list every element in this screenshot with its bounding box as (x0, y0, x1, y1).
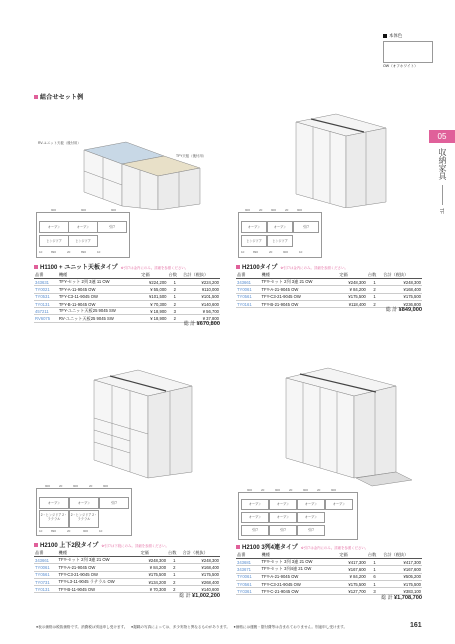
product-name: TFY-セット 2列 3連 11 OW (58, 279, 140, 286)
plan-diagram-3 (36, 484, 132, 536)
table-row (236, 559, 422, 566)
col-header: 品番 (34, 272, 58, 279)
quantity: 1 (367, 580, 382, 587)
unit-price: ¥ 70,300 (140, 300, 167, 307)
product-code: TY0131 (34, 586, 58, 593)
dim-label: 20 (289, 488, 293, 492)
product-code: RV6075 (34, 315, 58, 322)
col-header: 台数 (167, 550, 182, 557)
col-header: 品番 (34, 550, 58, 557)
subtotal: ¥168,400 (382, 286, 422, 293)
table-marker-icon (236, 545, 240, 549)
unit-price: ¥ 18,900 (140, 308, 167, 315)
total-label: 総 計 (183, 321, 196, 327)
cabinet-illustration-4 (236, 360, 426, 488)
dim-label: 900 (51, 208, 57, 212)
table-2-note: ※引戸は金内にのみ。詳細を参照ください。 (280, 266, 348, 270)
quantity: 1 (367, 279, 382, 286)
subtotal: ¥175,500 (382, 580, 422, 587)
product-name: TFY-A-11-9045 OW (58, 286, 140, 293)
subtotal: ¥140,600 (182, 300, 220, 307)
col-header: 台数 (367, 552, 382, 559)
quantity: 1 (167, 571, 182, 578)
product-code: 343671 (236, 566, 260, 573)
plan-cell: オープン (325, 499, 353, 510)
col-header: 合計（税抜） (182, 550, 220, 557)
plan-cell: ヒンジドア (68, 235, 98, 247)
product-code: 343631 (34, 279, 58, 286)
subtotal: ¥383,100 (382, 588, 422, 595)
subtotal: ¥ 37,800 (182, 315, 220, 322)
unit-price: ¥175,500 (338, 580, 367, 587)
plan-cell: オープン (68, 221, 98, 233)
total-label: 総 計 (381, 595, 393, 601)
product-name: TFY-セット 3列 3連 21 OW (260, 559, 338, 566)
quantity: 2 (367, 300, 382, 307)
table-row (34, 571, 220, 578)
product-code: 343681 (236, 559, 260, 566)
table-3-total (120, 592, 220, 599)
table-3-title (34, 540, 169, 549)
table-2-title (236, 262, 348, 271)
plan-cell: 2・ヒンジドア 2・ラテラル (69, 510, 99, 528)
dim-label: 20 (89, 484, 93, 488)
quantity: 1 (168, 279, 183, 286)
unit-price: ¥175,500 (338, 293, 367, 300)
product-name: TFY-A-21-9045 OW (58, 564, 140, 571)
unit-price: ¥248,300 (140, 557, 167, 564)
dim-label: 900 (303, 488, 309, 492)
dim-label: 20 (67, 529, 71, 533)
plan-diagram-2 (238, 208, 322, 258)
unit-price: ¥248,300 (338, 279, 367, 286)
table-row (236, 566, 422, 573)
page-number: 161 (410, 622, 422, 629)
dim-label: 890 (51, 529, 57, 533)
unit-price: ¥ 18,900 (140, 315, 167, 322)
unit-price: ¥ 70,300 (140, 586, 167, 593)
cabinet-illustration-2 (236, 108, 426, 208)
dim-label: 900 (73, 484, 79, 488)
plan-cell: ヒンジドア (267, 235, 293, 247)
product-name: TFY-セット 2列 3連 21 OW (58, 557, 140, 564)
subtotal: ¥168,400 (182, 564, 220, 571)
product-name: TFY-C-21-9045 OW (260, 588, 338, 595)
product-code: TY0531 (34, 293, 58, 300)
col-header: 定価 (338, 552, 367, 559)
chapter-divider (442, 185, 443, 205)
product-code: TY0131 (34, 300, 58, 307)
table-row (34, 564, 220, 571)
subtotal: ¥505,200 (382, 573, 422, 580)
dim-label: 900 (297, 208, 303, 212)
table-row (236, 293, 422, 300)
product-code: TY0161 (236, 300, 260, 307)
dim-label: 900 (103, 484, 109, 488)
subtotal: ¥175,500 (382, 293, 422, 300)
product-name: TFY-ユニット天板25 9045 SW (58, 308, 140, 315)
quantity: 1 (367, 293, 382, 300)
col-header: 合計（税抜） (382, 272, 422, 279)
table-row (34, 286, 220, 293)
quantity: 2 (167, 586, 182, 593)
table-marker-icon (34, 543, 38, 547)
callout-unit-top: RV-ユニット天板（後付用） (38, 141, 81, 145)
color-sample-box (383, 41, 433, 63)
table-1-total (120, 320, 220, 327)
unit-price: ¥167,600 (338, 566, 367, 573)
quantity: 2 (168, 286, 183, 293)
table-1-note: ※引戸は金内にのみ。詳細を参照ください。 (120, 266, 189, 270)
plan-cell: オープン (297, 499, 325, 510)
unit-price: ¥134,200 (140, 578, 167, 585)
col-header: 機種 (58, 272, 140, 279)
product-table-2 (236, 272, 422, 308)
total-label: 総 計 (385, 307, 398, 313)
dim-label: 900 (247, 488, 253, 492)
subtotal: ¥101,500 (182, 293, 220, 300)
plan-cell: 引戸 (97, 221, 127, 233)
product-name: TFY-C3-21-9045 OW (260, 580, 338, 587)
plan-cell: 引戸 (99, 497, 129, 509)
table-row (236, 279, 422, 286)
product-code: TY0061 (34, 564, 58, 571)
total-value: ¥1,002,200 (192, 593, 220, 599)
table-1-title (34, 262, 188, 271)
plan-cell: 引戸 (293, 221, 319, 233)
color-code: OW（オフホワイト） (383, 64, 418, 68)
dim-label: 20 (285, 208, 289, 212)
product-code: TY0731 (34, 578, 58, 585)
table-4-note: ※引戸は金内にのみ。詳細を参照ください。 (300, 546, 369, 550)
chapter-tab: 05 (429, 130, 455, 143)
plan-cell: オープン (39, 497, 69, 509)
table-3-note: ※引戸は下段にのみ。詳細を参照ください。 (101, 544, 169, 548)
col-header: 合計（税抜） (182, 272, 220, 279)
subtotal: ¥248,300 (182, 557, 220, 564)
subtotal: ¥110,000 (182, 286, 220, 293)
quantity: 1 (168, 293, 183, 300)
col-header: 定価 (140, 272, 167, 279)
dim-label: 10 (39, 250, 43, 254)
unit-price: ¥118,400 (338, 300, 367, 307)
plan-diagram-1 (36, 208, 130, 258)
product-table-4 (236, 552, 422, 595)
total-value: ¥849,000 (398, 307, 422, 313)
dim-label: 900 (83, 529, 89, 533)
product-name: TFY-C3-11-9045 OW (58, 293, 140, 300)
subtotal: ¥224,200 (182, 279, 220, 286)
quantity: 1 (367, 566, 382, 573)
dim-label: 890 (51, 250, 57, 254)
dim-label: 900 (245, 208, 251, 212)
product-code: TY0061 (236, 286, 260, 293)
product-name: RV-ユニット天板25 9045 SW (58, 315, 140, 322)
plan-diagram-4 (238, 488, 358, 540)
table-row (34, 578, 220, 585)
product-code: TY0561 (236, 580, 260, 587)
col-header: 機種 (260, 272, 338, 279)
quantity: 2 (168, 315, 183, 322)
unit-price: ¥ 84,200 (140, 564, 167, 571)
color-swatch-icon (383, 34, 387, 38)
product-name: TFY-B-21-9045 OW (260, 300, 338, 307)
table-marker-icon (34, 265, 38, 269)
plan-cell: オープン (69, 497, 99, 509)
product-name: TFY-B-11-9045 OW (58, 586, 140, 593)
product-name: TFY-A-21-9045 OW (260, 573, 338, 580)
section-title (34, 92, 83, 101)
dim-label: 900 (111, 208, 117, 212)
total-value: ¥670,800 (196, 321, 220, 327)
dim-label: 900 (275, 488, 281, 492)
table-row (236, 286, 422, 293)
section-marker-icon (34, 95, 38, 99)
product-code: TY0561 (236, 293, 260, 300)
plan-cell: オープン (269, 512, 297, 523)
col-header: 合計（税抜） (382, 552, 422, 559)
quantity: 3 (168, 308, 183, 315)
quantity: 2 (168, 300, 183, 307)
unit-price: ¥175,500 (140, 571, 167, 578)
dim-label: 900 (45, 484, 51, 488)
table-4-total (322, 594, 422, 601)
dim-label: 890 (81, 250, 87, 254)
subtotal: ¥248,300 (382, 279, 422, 286)
callout-tfy-top: TFY天板（後付用） (176, 154, 207, 158)
table-row (34, 557, 220, 564)
product-code: 457211 (34, 308, 58, 315)
quantity: 1 (367, 559, 382, 566)
product-name: TFY-A-21-9045 OW (260, 286, 338, 293)
product-name: TFY-C3-21-9045 OW (58, 571, 140, 578)
product-name: TFY-セット 3列4連 21 OW (260, 566, 338, 573)
dim-label: 900 (331, 488, 337, 492)
quantity: 2 (367, 286, 382, 293)
chapter-title-1: 収納家具 (438, 148, 447, 180)
unit-price: ¥127,700 (338, 588, 367, 595)
product-code: TY0361 (236, 588, 260, 595)
subtotal: ¥236,800 (382, 300, 422, 307)
unit-price: ¥ 84,200 (338, 573, 367, 580)
total-label: 総 計 (179, 593, 191, 599)
product-code: 343661 (34, 557, 58, 564)
product-code: TY0561 (34, 571, 58, 578)
dim-label: 20 (259, 208, 263, 212)
table-2-total (322, 306, 422, 313)
table-2-title-text: H2100タイプ (242, 265, 278, 271)
table-1-title-text: H1100 + ユニット天板タイプ (40, 265, 118, 271)
cabinet-illustration-3 (34, 360, 224, 484)
color-legend (383, 33, 402, 38)
table-row (34, 300, 220, 307)
dim-label: 890 (253, 250, 259, 254)
dim-label: 900 (271, 208, 277, 212)
unit-price: ¥101,500 (140, 293, 167, 300)
plan-cell: オープン (241, 221, 267, 233)
table-row (34, 279, 220, 286)
col-header: 定価 (338, 272, 367, 279)
plan-cell: 引戸 (297, 525, 325, 536)
unit-price: ¥417,300 (338, 559, 367, 566)
subtotal: ¥140,600 (182, 586, 220, 593)
product-name: TFY-L3-11-9045 ラテラル OW (58, 578, 140, 585)
plan-cell: オープン (297, 512, 325, 523)
dim-label: 10 (39, 529, 43, 533)
quantity: 1 (167, 557, 182, 564)
subtotal: ¥167,600 (382, 566, 422, 573)
product-code: 343661 (236, 279, 260, 286)
quantity: 2 (167, 564, 182, 571)
dim-label: 20 (261, 488, 265, 492)
dim-label: 20 (67, 250, 71, 254)
quantity: 6 (367, 573, 382, 580)
subtotal: ¥417,300 (382, 559, 422, 566)
col-header: 定価 (140, 550, 167, 557)
subtotal: ¥ 56,700 (182, 308, 220, 315)
plan-cell: オープン (269, 499, 297, 510)
quantity: 2 (167, 578, 182, 585)
product-name: TFY-C3-21-9045 OW (260, 293, 338, 300)
plan-cell: オープン (267, 221, 293, 233)
plan-cell: ヒンジドア (241, 235, 267, 247)
table-4-title-text: H2100 3列4連タイプ (242, 545, 298, 551)
col-header: 機種 (260, 552, 338, 559)
product-code: TY0021 (34, 286, 58, 293)
dim-label: 900 (81, 208, 87, 212)
plan-cell: 引戸 (241, 525, 269, 536)
plan-cell: オープン (241, 499, 269, 510)
dim-label: 10 (241, 250, 245, 254)
subtotal: ¥268,400 (182, 578, 220, 585)
plan-cell: 引戸 (269, 525, 297, 536)
col-header: 台数 (367, 272, 382, 279)
col-header: 台数 (168, 272, 183, 279)
subtotal: ¥175,500 (182, 571, 220, 578)
chapter-title-vertical (436, 148, 448, 180)
table-row (236, 573, 422, 580)
col-header: 品番 (236, 272, 260, 279)
plan-cell: オープン (39, 221, 69, 233)
unit-price: ¥ 55,000 (140, 286, 167, 293)
table-marker-icon (236, 265, 240, 269)
unit-price: ¥ 84,200 (338, 286, 367, 293)
product-table-1 (34, 272, 220, 323)
unit-price: ¥224,200 (140, 279, 167, 286)
total-value: ¥1,708,700 (394, 595, 422, 601)
product-name: TFY-B-11-9045 OW (58, 300, 140, 307)
chapter-title-2: TF (438, 208, 444, 215)
dim-label: 900 (283, 250, 289, 254)
dim-label: 10 (99, 529, 103, 533)
quantity: 3 (367, 588, 382, 595)
col-header: 品番 (236, 552, 260, 559)
table-4-title (236, 542, 368, 551)
dim-label: 20 (269, 250, 273, 254)
col-header: 機種 (58, 550, 140, 557)
product-table-3 (34, 550, 220, 593)
dim-label: 10 (97, 250, 101, 254)
section-title-text: 組合せセット例 (40, 94, 84, 101)
cabinet-illustration-1 (34, 118, 224, 210)
dim-label: 20 (317, 488, 321, 492)
table-row (34, 308, 220, 315)
product-code: TY0061 (236, 573, 260, 580)
table-3-title-text: H2100 上下2段タイプ (40, 543, 99, 549)
dim-label: 10 (299, 250, 303, 254)
dim-label: 20 (59, 484, 63, 488)
product-name: TFY-セット 2列 3連 21 OW (260, 279, 338, 286)
footer-note: ●表示価格は税抜価格です。消費税は別途申し受けます。 ●掲載の写真によっては、多少実物と異なるものがあります。 ●価格には運搬・据付費等は含まれておりません。別途申し受けます。 (36, 625, 348, 629)
plan-cell: オープン (241, 512, 269, 523)
plan-cell: 2・ヒンジドア 2・ラテラル (39, 510, 69, 528)
table-row (34, 293, 220, 300)
table-row (236, 580, 422, 587)
color-legend-label: 本体色 (389, 33, 403, 38)
plan-cell: ヒンジドア (39, 235, 69, 247)
